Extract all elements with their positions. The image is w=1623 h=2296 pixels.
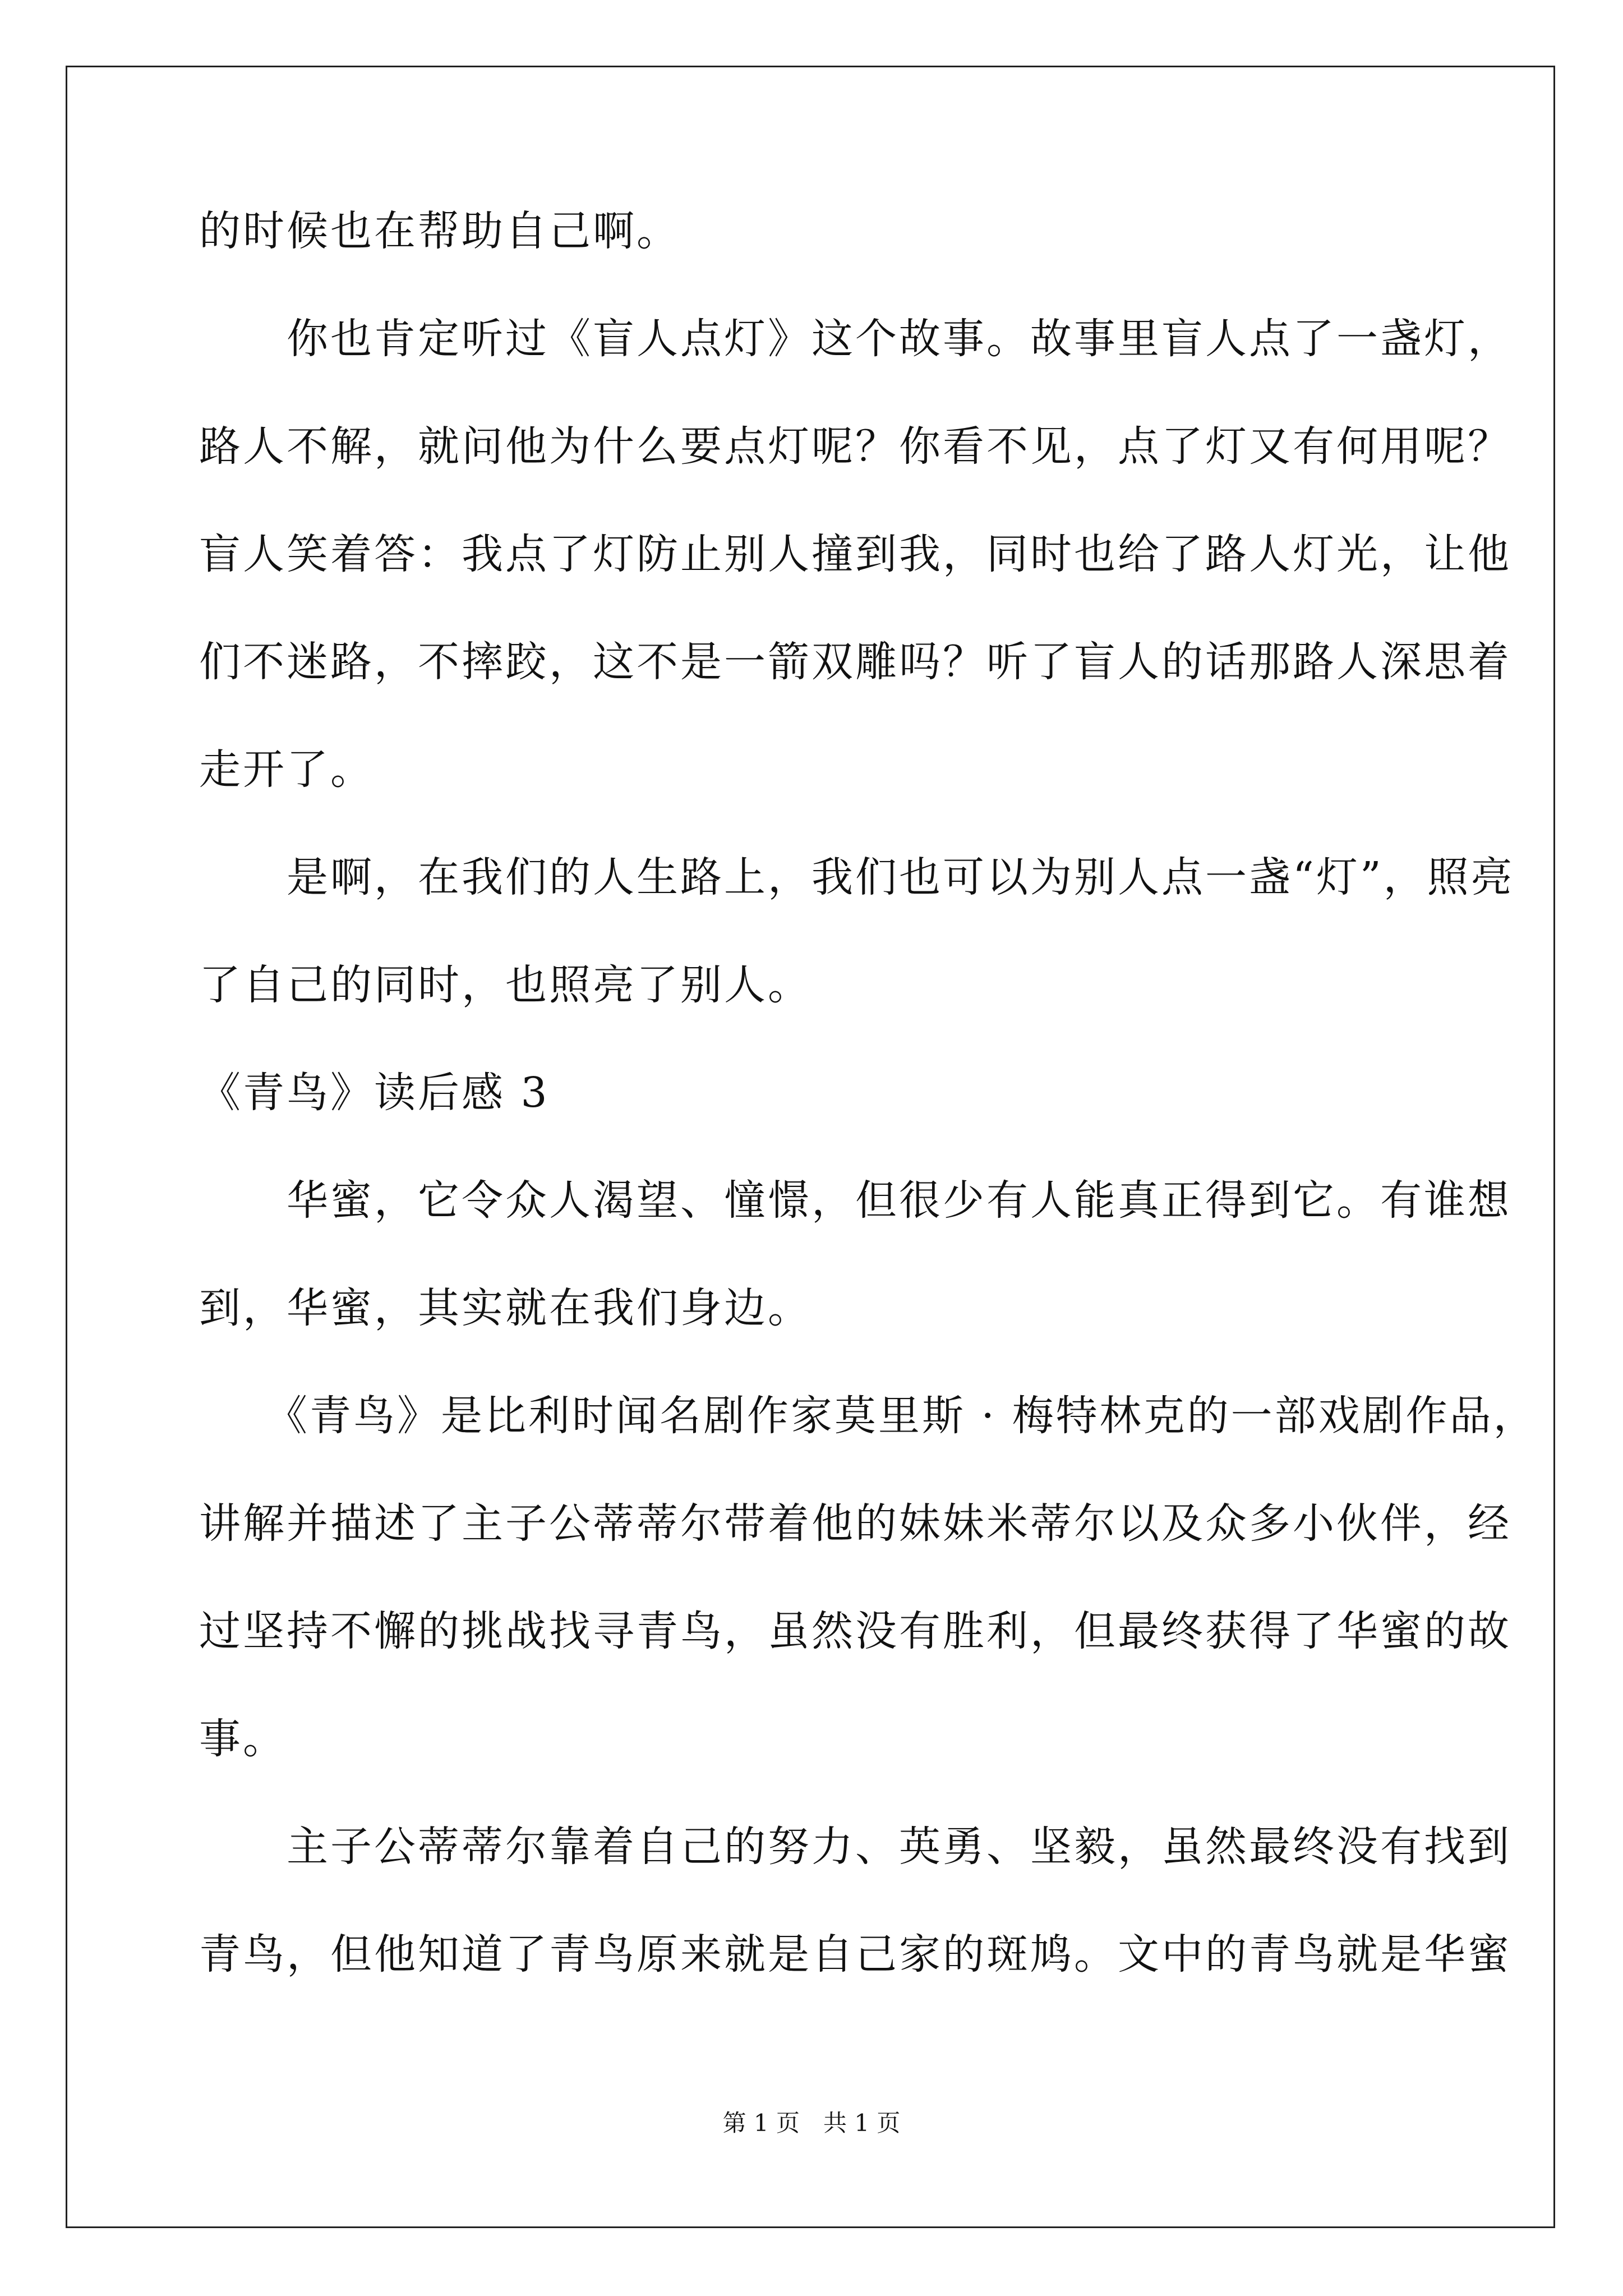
section-heading: 《青鸟》读后感 3 (199, 1069, 550, 1117)
text-line: 你也肯定听过《盲人点灯》这个故事。故事里盲人点了一盏灯， (199, 315, 1511, 363)
text-line: 《青鸟》是比利时闻名剧作家莫里斯 · 梅特林克的一部戏剧作品， (199, 1392, 1537, 1440)
text-line: 走开了。 (199, 746, 374, 794)
text-line: 盲人笑着答：我点了灯防止别人撞到我，同时也给了路人灯光，让他 (199, 530, 1511, 578)
text-line: 是啊，在我们的人生路上，我们也可以为别人点一盏“灯”，照亮 (199, 853, 1515, 901)
text-line: 讲解并描述了主子公蒂蒂尔带着他的妹妹米蒂尔以及众多小伙伴，经 (199, 1499, 1511, 1548)
text-line: 主子公蒂蒂尔靠着自己的努力、英勇、坚毅，虽然最终没有找到 (199, 1823, 1511, 1871)
text-line: 事。 (199, 1715, 287, 1763)
text-line: 路人不解，就问他为什么要点灯呢？你看不见，点了灯又有何用呢？ (199, 422, 1511, 471)
text-line: 青鸟，但他知道了青鸟原来就是自己家的斑鸠。文中的青鸟就是华蜜 (199, 1930, 1511, 1978)
text-line: 的时候也在帮助自己啊。 (199, 207, 680, 255)
page-border (66, 66, 1555, 2228)
text-line: 到，华蜜，其实就在我们身边。 (199, 1284, 811, 1332)
text-line: 华蜜，它令众人渴望、憧憬，但很少有人能真正得到它。有谁想 (199, 1176, 1511, 1225)
text-line: 了自己的同时，也照亮了别人。 (199, 961, 811, 1009)
text-line: 们不迷路，不摔跤，这不是一箭双雕吗？听了盲人的话那路人深思着 (199, 638, 1511, 686)
page-footer: 第 1 页 共 1 页 (722, 2109, 901, 2137)
text-line: 过坚持不懈的挑战找寻青鸟，虽然没有胜利，但最终获得了华蜜的故 (199, 1607, 1511, 1655)
